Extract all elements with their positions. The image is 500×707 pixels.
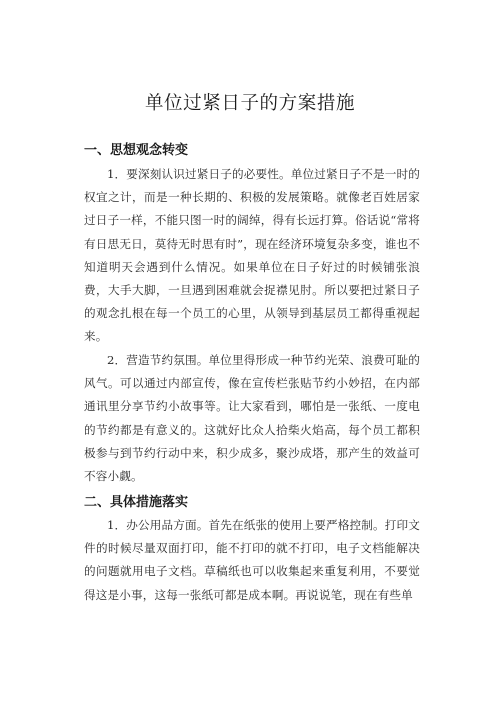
section-heading-1: 一、思想观念转变 xyxy=(84,143,189,158)
paragraph-2-1: 1．办公用品方面。首先在纸张的使用上要严格控制。打印文件的时候尽量双面打印，能不打印的就不打印，电子文档能解决的问题就用电子文档。草稿纸也可以收集起来重复利用，不要觉得这是小事，这每一张纸可都是成本啊。再说说笔，现在有些单 xyxy=(84,518,420,602)
document-title: 单位过紧日子的方案措施 xyxy=(144,93,356,114)
paragraph-1-2: 2．营造节约氛围。单位里得形成一种节约光荣、浪费可耻的风气。可以通过内部宣传，像在宣传栏张贴节约小妙招，在内部通讯里分享节约小故事等。让大家看到，哪怕是一张纸、一度电的节约都是有意义的。这就好比众人拾柴火焰高，每个员工都积极参与到节约行动中来，积少成多，聚沙成塔，那产生的效益可不容小觑。 xyxy=(84,353,420,484)
paragraph-1-1: 1．要深刻认识过紧日子的必要性。单位过紧日子不是一时的权宜之计，而是一种长期的、积极的发展策略。就像老百姓居家过日子一样，不能只图一时的阔绰，得有长远打算。俗话说“常将有日思无日，莫待无时思有时”，现在经济环境复杂多变，谁也不知道明天会遇到什么情况。如果单位在日子好过的时候铺张浪费，大手大脚，一旦遇到困难就会捉襟见肘。所以要把过紧日子的观念扎根在每一个员工的心里，从领导到基层员工都得重视起来。 xyxy=(84,167,420,344)
section-heading-2: 二、具体措施落实 xyxy=(84,495,189,510)
